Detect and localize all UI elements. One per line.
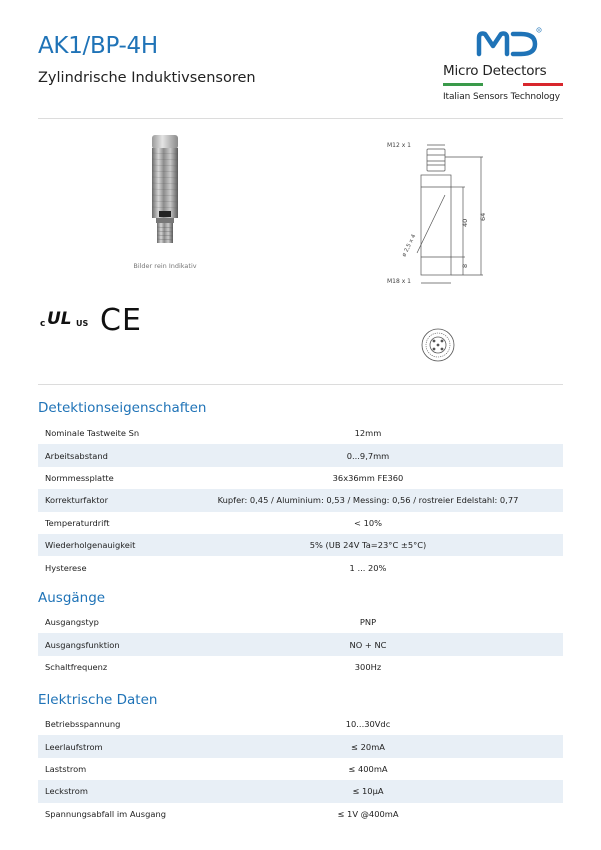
row-value: ≤ 10μA	[352, 786, 384, 797]
table-row	[38, 444, 563, 466]
row-label: Spannungsabfall im Ausgang	[45, 808, 167, 819]
row-label: Schaltfrequenz	[45, 661, 108, 672]
svg-text:R: R	[537, 28, 541, 33]
figures-divider	[38, 384, 563, 385]
row-value: 36x36mm FE360	[332, 472, 404, 483]
row-label: Nominale Tastweite Sn	[45, 428, 140, 439]
row-value: 5% (UB 24V Ta=23°C ±5°C)	[309, 540, 427, 551]
svg-text:CE: CE	[100, 303, 142, 338]
row-value: PNP	[359, 617, 377, 628]
row-label: Hysterese	[45, 562, 87, 573]
row-label: Arbeitsabstand	[45, 450, 108, 461]
row-value: NO + NC	[349, 639, 387, 650]
row-value: 10...30Vdc	[345, 719, 391, 730]
row-label: Normmessplatte	[45, 472, 114, 483]
svg-text:UL: UL	[47, 309, 72, 329]
spec-table-outputs	[38, 611, 563, 678]
thread-top-label: M12 x 1	[387, 142, 411, 149]
row-value: 300Hz	[354, 661, 382, 672]
section-title-detection: Detektionseigenschaften	[38, 400, 207, 416]
brand-logo	[440, 26, 565, 110]
row-value: 12mm	[354, 428, 382, 439]
row-value: ≤ 1V @400mA	[337, 808, 399, 819]
table-row	[38, 512, 563, 534]
italian-flag-stripe	[443, 83, 563, 86]
table-row	[38, 758, 563, 780]
section-title-electrical: Elektrische Daten	[38, 692, 158, 708]
row-label: Temperaturdrift	[45, 517, 110, 528]
row-value: < 10%	[353, 517, 383, 528]
row-label: Betriebsspannung	[45, 719, 121, 730]
row-label: Wiederholgenauigkeit	[45, 540, 136, 551]
table-row	[38, 467, 563, 489]
spec-table-detection	[38, 422, 563, 579]
row-label: Ausgangsfunktion	[45, 639, 120, 650]
table-row	[38, 780, 563, 802]
svg-text:US: US	[76, 319, 89, 328]
table-row	[38, 534, 563, 556]
header-divider	[38, 118, 563, 119]
row-value: 1 ... 20%	[349, 562, 387, 573]
page-title: AK1/BP-4H	[38, 33, 158, 59]
ul-listed-icon	[40, 309, 88, 329]
thread-bottom-label: M18 x 1	[387, 278, 411, 285]
md-logo-icon	[473, 26, 543, 62]
brand-name: Micro Detectors	[443, 63, 547, 79]
row-label: Leerlaufstrom	[45, 741, 103, 752]
ce-mark-icon	[100, 303, 142, 338]
spec-table-electrical	[38, 713, 563, 825]
dim-hex-label: ø 2,5 x 4	[401, 233, 418, 258]
table-row	[38, 556, 563, 578]
dim-64-label: 64	[479, 212, 487, 221]
page-subtitle: Zylindrische Induktivsensoren	[38, 70, 256, 86]
row-label: Ausgangstyp	[45, 617, 99, 628]
row-label: Laststrom	[45, 763, 87, 774]
dim-8-label: 8	[461, 263, 469, 268]
table-row	[38, 422, 563, 444]
dim-40-label: 40	[461, 218, 469, 227]
row-value: ≤ 400mA	[348, 763, 388, 774]
table-row	[38, 803, 563, 825]
certification-marks	[38, 298, 158, 338]
row-label: Leckstrom	[45, 786, 88, 797]
dimension-drawing	[375, 135, 500, 295]
row-value: ≤ 20mA	[351, 741, 385, 752]
section-title-outputs: Ausgänge	[38, 590, 106, 606]
row-value: 0...9,7mm	[346, 450, 390, 461]
table-row	[38, 735, 563, 757]
brand-tagline: Italian Sensors Technology	[443, 92, 560, 102]
connector-pinout-icon	[420, 327, 456, 363]
table-row	[38, 713, 563, 735]
product-photo	[147, 133, 183, 245]
image-caption: Bilder rein Indikativ	[133, 262, 197, 270]
table-row	[38, 633, 563, 655]
table-row	[38, 656, 563, 678]
svg-text:c: c	[40, 319, 46, 329]
row-label: Korrekturfaktor	[45, 495, 108, 506]
table-row	[38, 489, 563, 511]
row-value: Kupfer: 0,45 / Aluminium: 0,53 / Messing: 0,56 / rostreier Edelstahl: 0,77	[217, 495, 519, 506]
table-row	[38, 611, 563, 633]
